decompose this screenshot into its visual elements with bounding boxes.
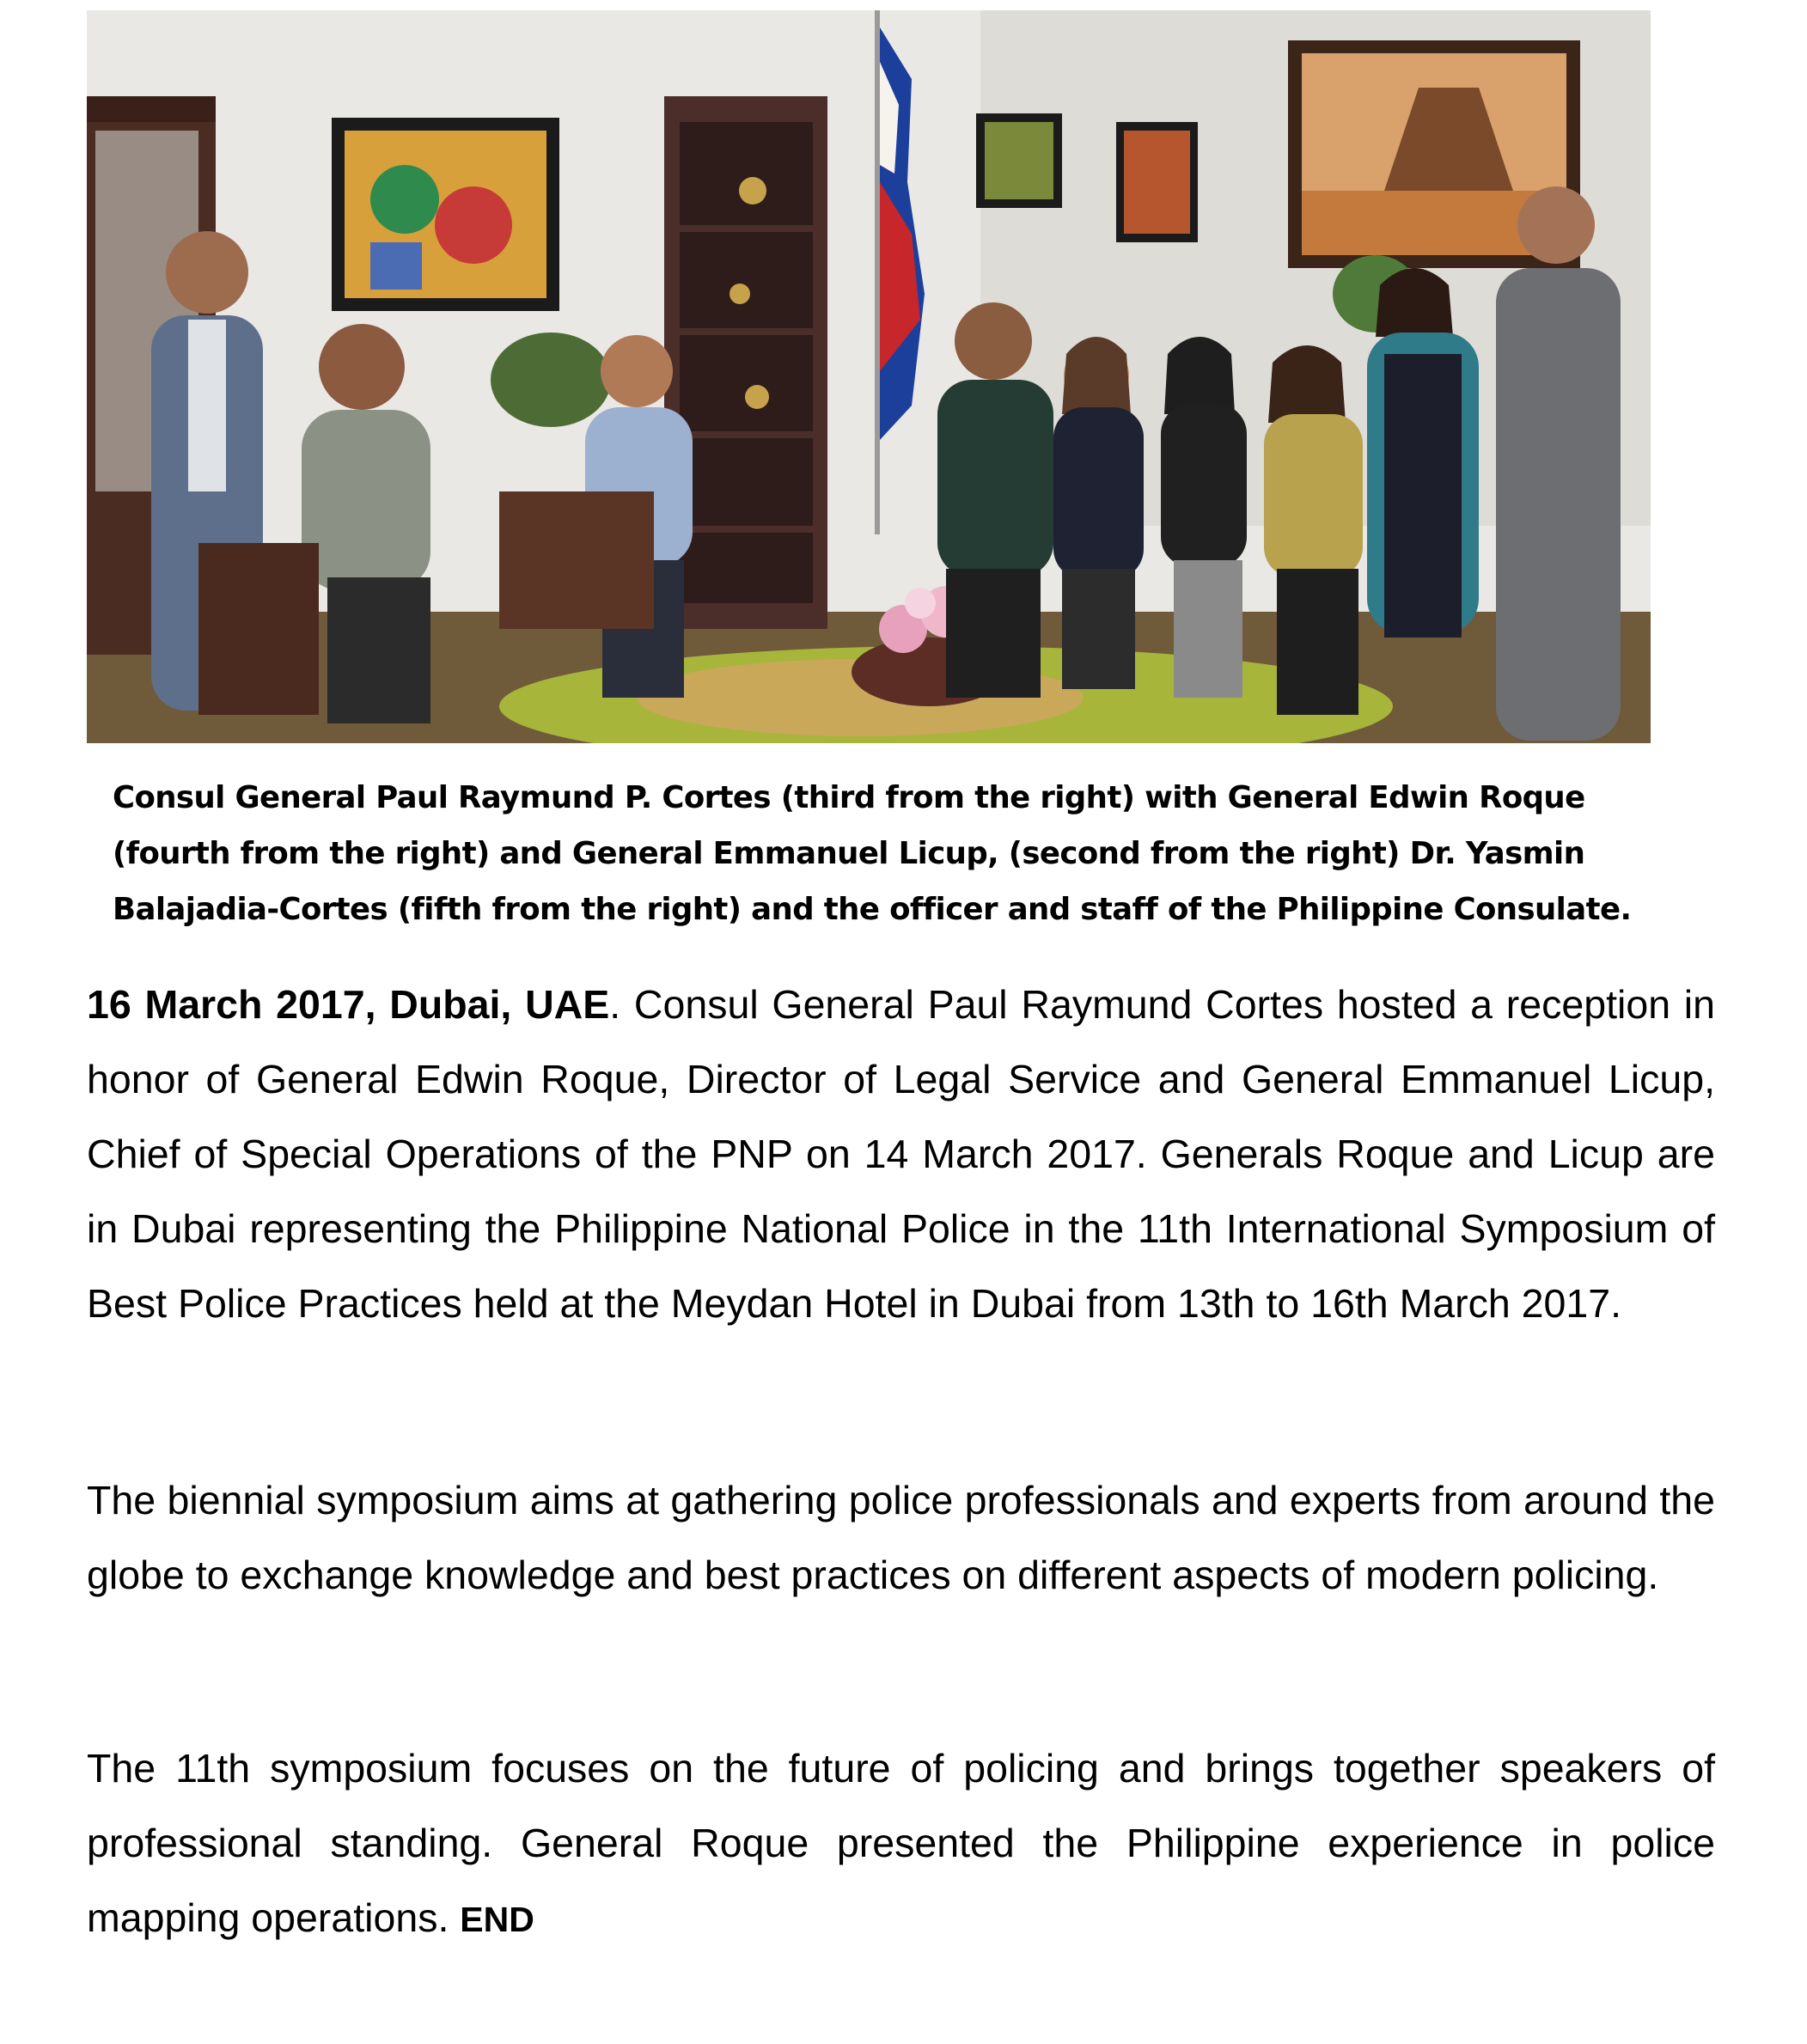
plant-left bbox=[491, 333, 611, 427]
paragraph-3-text: The 11th symposium focuses on the future of policing and brings together speakers of professional standing. General Roque presented the Philippine experience in police mapping operations. bbox=[87, 1746, 1715, 1940]
painting-small-2 bbox=[1116, 122, 1198, 242]
end-mark: END bbox=[460, 1900, 534, 1939]
caption-line: (fourth from the right) and General Emmanuel Licup, (second from the right) Dr. Yasmin bbox=[113, 836, 1585, 871]
caption-line: Consul General Paul Raymund P. Cortes (third from the right) with General Edwin Roque bbox=[113, 780, 1585, 815]
painting-small-1 bbox=[976, 113, 1062, 208]
dateline: 16 March 2017, Dubai, UAE bbox=[87, 982, 610, 1027]
chair-far-left bbox=[198, 543, 319, 715]
paragraph-1-text: . Consul General Paul Raymund Cortes hosted a reception in honor of General Edwin Roque, Director of Legal Service and General Emmanuel Licup, Chief of Special Operations of the PNP on 14 March 2017. Generals Roque and Licup are in Dubai representing the Philippine National Police in the 11th International Symposium of Best Police Practices held at the Meydan Hotel in Dubai from 13th to 16th March 2017. bbox=[87, 982, 1715, 1326]
article-paragraph-2: The biennial symposium aims at gathering police professionals and experts from around the globe to exchange knowledge and best practices on different aspects of modern policing. bbox=[87, 1478, 1715, 1597]
article-paragraph-1 bbox=[87, 967, 1715, 1341]
chair-left bbox=[499, 491, 654, 629]
article-paragraph-3 bbox=[87, 1731, 1715, 1957]
bookshelf bbox=[664, 96, 827, 629]
group-photo bbox=[87, 10, 1651, 743]
painting-left bbox=[332, 118, 559, 311]
photo-caption bbox=[113, 770, 1651, 937]
group-photo-illustration bbox=[87, 10, 1651, 743]
caption-line: Balajadia-Cortes (fifth from the right) and the officer and staff of the Philippine Consulate. bbox=[113, 892, 1632, 927]
